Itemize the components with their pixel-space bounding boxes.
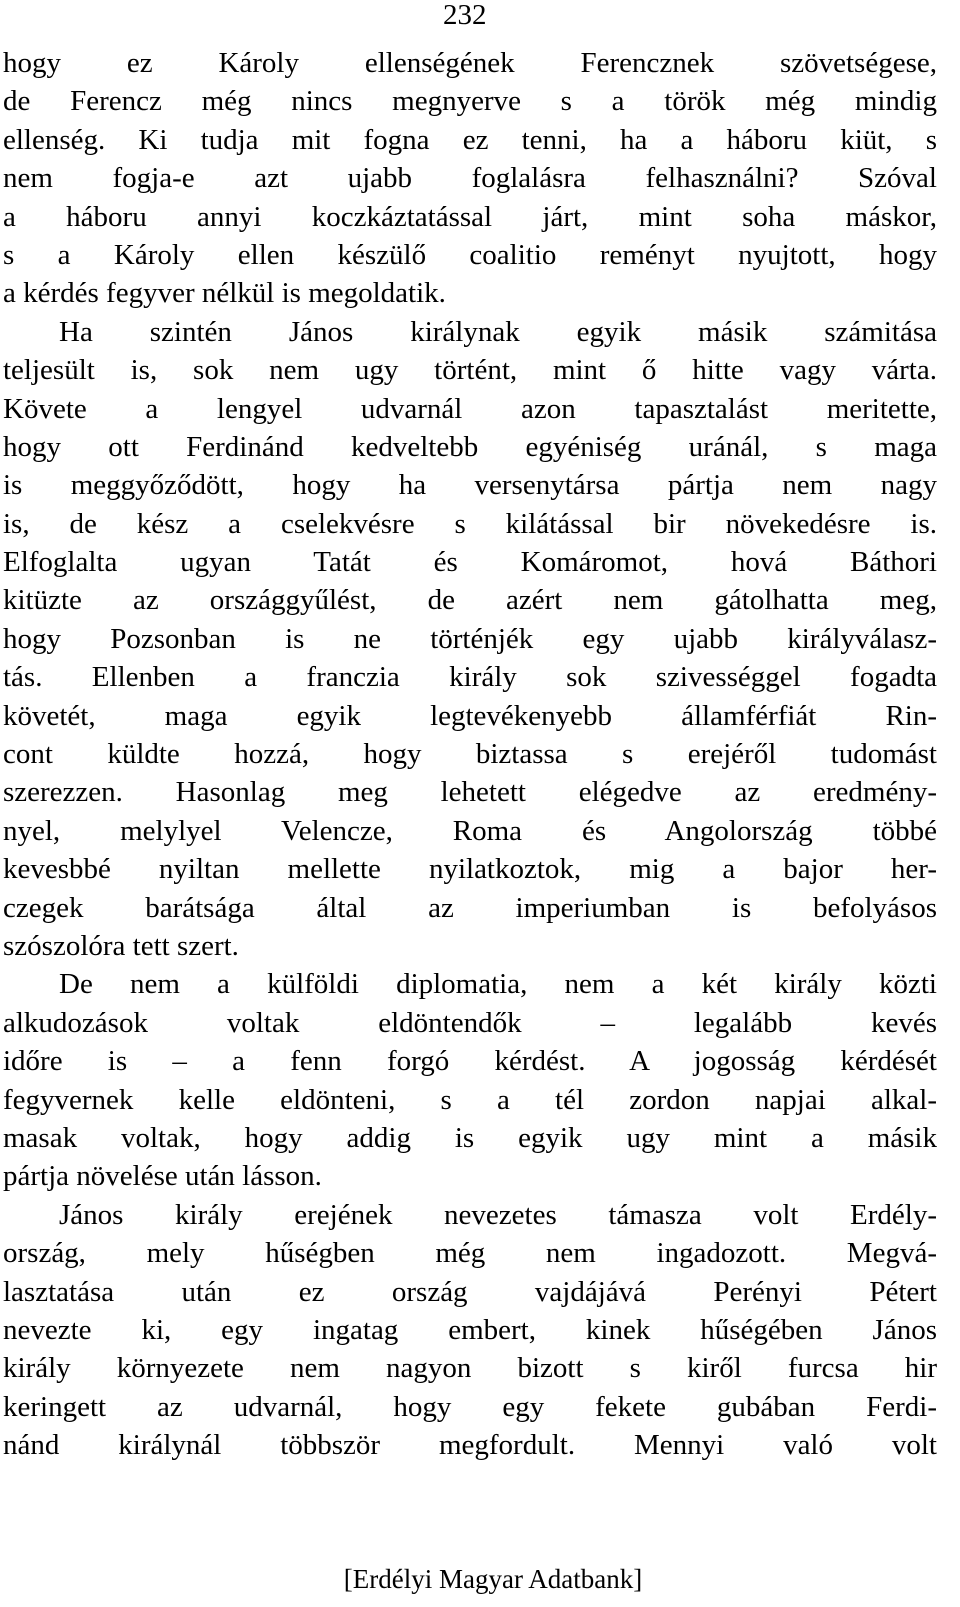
text-line: teljesült is, sok nem ugy történt, mint ő hitte vagy várta. (3, 354, 937, 387)
text-line: nem fogja-e azt ujabb foglalásra felhasználni? Szóval (3, 162, 937, 195)
text-line: Követe a lengyel udvarnál azon tapasztalást meritette, (3, 392, 937, 425)
text-line: nevezte ki, egy ingatag embert, kinek hűségében János (3, 1313, 937, 1346)
text-line: kitüzte az országgyűlést, de azért nem gátolhatta meg, (3, 584, 937, 617)
text-line: keringett az udvarnál, hogy egy fekete gubában Ferdi- (3, 1390, 937, 1423)
text-line: ország, mely hűségben még nem ingadozott. Megvá- (3, 1237, 937, 1270)
text-line: nánd királynál többször megfordult. Mennyi való volt (3, 1429, 937, 1462)
text-line: János király erejének nevezetes támasza volt Erdély- (59, 1198, 937, 1231)
text-line: is, de kész a cselekvésre s kilátással bir növekedésre is. (3, 507, 937, 540)
text-body (3, 44, 937, 1464)
text-line: követét, maga egyik legtevékenyebb államférfiát Rin- (3, 699, 937, 732)
text-line: kevesbbé nyiltan mellette nyilatkoztok, mig a bajor her- (3, 853, 937, 886)
text-line: cont küldte hozzá, hogy biztassa s erejéről tudomást (3, 738, 937, 771)
text-line: hogy ez Károly ellenségének Ferencznek szövetségese, (3, 47, 937, 79)
text-line: szerezzen. Hasonlag meg lehetett elégedve az eredmény- (3, 776, 937, 809)
footer-source: [Erdélyi Magyar Adatbank] (343, 1564, 643, 1594)
text-line: fegyvernek kelle eldönteni, s a tél zordon napjai alkal- (3, 1083, 937, 1116)
text-line: tás. Ellenben a franczia király sok szivességgel fogadta (3, 661, 937, 694)
text-line: nyel, melylyel Velencze, Roma és Angolország többé (3, 814, 937, 847)
text-line: masak voltak, hogy addig is egyik ugy mint a másik (3, 1121, 937, 1154)
text-line: időre is – a fenn forgó kérdést. A jogosság kérdését (3, 1045, 937, 1078)
text-line: a kérdés fegyver nélkül is megoldatik. (3, 277, 446, 310)
text-line: czegek barátsága által az imperiumban is befolyásos (3, 891, 937, 924)
text-line: s a Károly ellen készülő coalitio reményt nyujtott, hogy (3, 238, 937, 271)
text-line: Elfoglalta ugyan Tatát és Komáromot, hová Báthori (3, 546, 937, 579)
text-line: alkudozások voltak eldöntendők – legalább kevés (3, 1006, 937, 1039)
text-line: király környezete nem nagyon bizott s kiről furcsa hir (3, 1352, 937, 1385)
text-line: hogy ott Ferdinánd kedveltebb egyéniség uránál, s maga (3, 430, 937, 463)
text-line: a háboru annyi koczkáztatással járt, mint soha máskor, (3, 200, 937, 233)
text-line: de Ferencz még nincs megnyerve s a török még mindig (3, 85, 937, 118)
text-line: hogy Pozsonban is ne történjék egy ujabb királyválasz- (3, 622, 937, 655)
text-line: Ha szintén János királynak egyik másik számitása (59, 315, 937, 348)
text-line: is meggyőződött, hogy ha versenytársa pártja nem nagy (3, 469, 937, 502)
page-number: 232 (443, 0, 487, 31)
text-line: szószolóra tett szert. (3, 929, 239, 962)
text-line: pártja növelése után lásson. (3, 1160, 322, 1193)
text-line: lasztatása után ez ország vajdájává Perényi Pétert (3, 1275, 937, 1308)
text-line: ellenség. Ki tudja mit fogna ez tenni, ha a háboru kiüt, s (3, 123, 937, 156)
text-line: De nem a külföldi diplomatia, nem a két király közti (59, 968, 937, 1001)
